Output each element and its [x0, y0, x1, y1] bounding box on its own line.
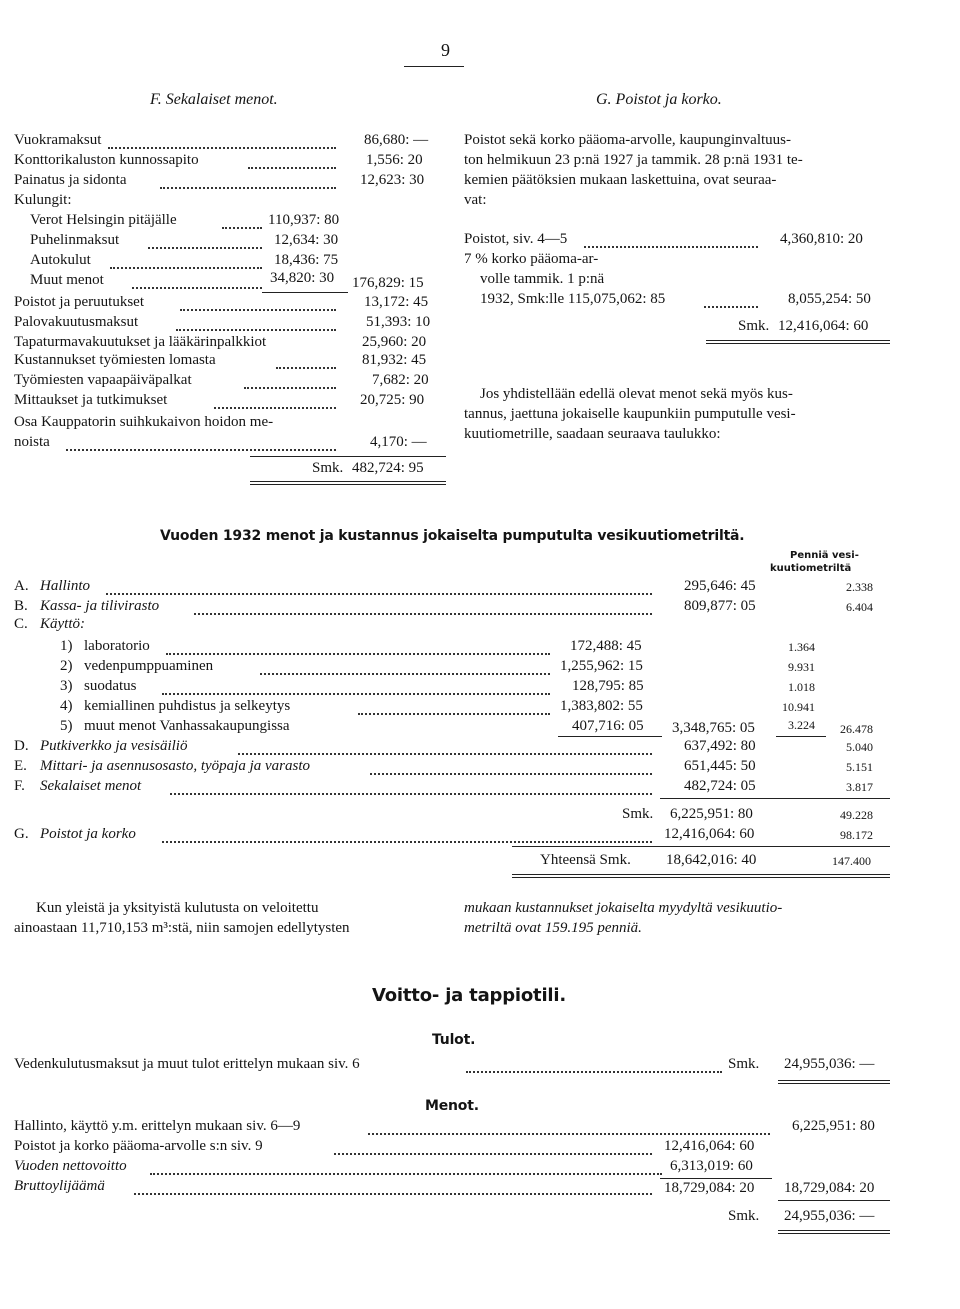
menot-total: 24,955,036: —	[784, 1208, 875, 1224]
total-label: Smk.	[312, 460, 344, 476]
leader-dots	[180, 309, 336, 311]
list-item-label: Poistot ja peruutukset	[14, 294, 144, 310]
list-item-label: Mittaukset ja tutkimukset	[14, 392, 168, 408]
leader-dots	[148, 247, 262, 249]
total-double-rule	[250, 481, 446, 485]
row-letter: F.	[14, 778, 25, 794]
subtotal-rule	[262, 292, 348, 293]
grand-total-rule	[512, 846, 890, 847]
row-letter: B.	[14, 598, 28, 614]
leader-dots	[238, 753, 652, 755]
section-g-paragraph	[464, 130, 803, 210]
list-item-label: noista	[14, 434, 50, 450]
leader-dots	[106, 593, 652, 595]
section-f-heading: F. Sekalaiset menot.	[150, 91, 278, 108]
cost-text-line-2: metriltä ovat 159.195 penniä.	[464, 920, 642, 936]
leader-dots	[66, 449, 336, 451]
row-label: Mittari- ja asennusosasto, työpaja ja varasto	[40, 758, 310, 774]
row-subpennia: 9.931	[788, 660, 815, 674]
row-subpennia: 10.941	[782, 700, 815, 714]
cost-text-line-1: mukaan kustannukset jokaiselta myydyltä vesikuutio-	[464, 900, 783, 916]
menot-row-label: Poistot ja korko pääoma-arvolle s:n siv. 9	[14, 1138, 263, 1154]
row-label: Kassa- ja tilivirasto	[40, 598, 160, 614]
g-total-label: Smk.	[738, 318, 770, 334]
menot-smk: Smk.	[728, 1208, 760, 1224]
consumption-text-line-1: Kun yleistä ja yksityistä kulutusta on veloitettu	[36, 900, 319, 916]
list-item-value: 1,556: 20	[366, 152, 423, 168]
leader-dots	[176, 329, 336, 331]
leader-dots	[132, 287, 262, 289]
leader-dots	[704, 306, 758, 308]
list-item-label: Palovakuutusmaksut	[14, 314, 139, 330]
list-item-label: Kustannukset työmiesten lomasta	[14, 352, 216, 368]
leader-dots	[162, 693, 550, 695]
menot-subtotal-rule	[660, 1178, 772, 1179]
menot-row-label: Bruttoylijäämä	[14, 1178, 105, 1194]
leader-dots	[466, 1071, 722, 1073]
list-item-value: 81,932: 45	[362, 352, 427, 368]
list-item-subvalue: 110,937: 80	[268, 212, 340, 228]
leader-dots	[214, 407, 336, 409]
list-item-value: 25,960: 20	[362, 334, 427, 350]
row-label: Putkiverkko ja vesisäiliö	[40, 738, 188, 754]
leader-dots	[370, 773, 652, 775]
smk-value: 6,225,951: 80	[670, 806, 753, 822]
row-pennia: 2.338	[846, 580, 873, 594]
row-letter: 2)	[60, 658, 73, 674]
smk-pennia: 49.228	[840, 808, 873, 822]
section-g-paragraph-2	[464, 384, 796, 444]
row-label: suodatus	[84, 678, 137, 694]
row-label: laboratorio	[84, 638, 150, 654]
tulot-heading: Tulot.	[432, 1032, 476, 1048]
list-item-value: 13,172: 45	[364, 294, 429, 310]
column-header-line-1: Penniä vesi-	[790, 550, 859, 561]
row-pennia: 3.817	[846, 780, 873, 794]
list-item-label: Verot Helsingin pitäjälle	[30, 212, 177, 228]
row-subamount: 172,488: 45	[570, 638, 642, 654]
list-item-value: 20,725: 90	[360, 392, 425, 408]
row-pennia: 5.151	[846, 760, 873, 774]
paragraph-line: vat:	[464, 192, 487, 208]
list-item-label: Tapaturmavakuutukset ja lääkärinpalkkiot	[14, 334, 267, 350]
row-amount: 295,646: 45	[684, 578, 756, 594]
list-item-label: Muut menot	[30, 272, 104, 288]
list-item-label: Autokulut	[30, 252, 91, 268]
menot-total-rule	[778, 1200, 890, 1201]
leader-dots	[368, 1133, 770, 1135]
consumption-text-line-2: ainoastaan 11,710,153 m³:stä, niin samojen edellytysten	[14, 920, 350, 936]
row-label: Poistot ja korko	[40, 826, 136, 842]
list-item-value: 12,623: 30	[360, 172, 425, 188]
f-total-rule	[660, 798, 890, 799]
row-label: Hallinto	[40, 578, 91, 594]
column-header-line-2: kuutiometriltä	[770, 563, 852, 574]
leader-dots	[584, 246, 758, 248]
grand-total-pennia: 147.400	[832, 854, 871, 868]
row-subamount: 128,795: 85	[572, 678, 644, 694]
list-item-value: 86,680: —	[364, 132, 429, 148]
smk-label: Smk.	[622, 806, 654, 822]
row-letter: D.	[14, 738, 29, 754]
paragraph-line: Poistot sekä korko pääoma-arvolle, kaupunginvaltuus-	[464, 132, 792, 148]
poistot-label: Poistot, siv. 4—5	[464, 231, 568, 247]
leader-dots	[244, 387, 336, 389]
row-subamount: 1,383,802: 55	[560, 698, 643, 714]
menot-row-col1: 18,729,084: 20	[664, 1180, 755, 1196]
section-g-heading: G. Poistot ja korko.	[596, 91, 722, 108]
row-letter: A.	[14, 578, 29, 594]
menot-row-label: Vuoden nettovoitto	[14, 1158, 127, 1174]
leader-dots	[134, 1193, 652, 1195]
list-item-label: Konttorikaluston kunnossapito	[14, 152, 199, 168]
leader-dots	[160, 187, 336, 189]
total-rule	[250, 456, 446, 457]
paragraph-line: Jos yhdistellään edellä olevat menot sekä myös kus-	[480, 386, 793, 402]
menot-row-col1: 6,313,019: 60	[670, 1158, 753, 1174]
c-pennia-rule	[776, 736, 826, 737]
list-item-subvalue: 34,820: 30	[270, 270, 335, 286]
page-number-rule	[404, 66, 464, 67]
paragraph-line: ton helmikuun 23 p:nä 1927 ja tammik. 28 p:nä 1931 te-	[464, 152, 803, 168]
tulot-value: 24,955,036: —	[784, 1056, 875, 1072]
page-number: 9	[441, 40, 450, 60]
row-amount: 637,492: 80	[684, 738, 756, 754]
g-total-double-rule	[706, 340, 890, 344]
row-amount: 482,724: 05	[684, 778, 756, 794]
row-subamount: 1,255,962: 15	[560, 658, 643, 674]
row-letter: 4)	[60, 698, 73, 714]
tulot-label: Vedenkulutusmaksut ja muut tulot erittelyn mukaan siv. 6	[14, 1056, 360, 1072]
list-item-value: 176,829: 15	[352, 275, 424, 291]
paragraph-line: kuutiometrille, saadaan seuraava taulukko:	[464, 426, 721, 442]
tulot-smk: Smk.	[728, 1056, 760, 1072]
row-label: Sekalaiset menot	[40, 778, 142, 794]
leader-dots	[260, 673, 550, 675]
menot-double-rule	[778, 1230, 890, 1234]
row-amount: 651,445: 50	[684, 758, 756, 774]
row-subpennia: 1.018	[788, 680, 815, 694]
korko-value: 8,055,254: 50	[788, 291, 871, 307]
list-item-label: Osa Kauppatorin suihkukaivon hoidon me-	[14, 414, 274, 430]
korko-line-1: 7 % korko pääoma-ar-	[464, 251, 599, 267]
korko-line-3: 1932, Smk:lle 115,075,062: 85	[480, 291, 666, 307]
list-item-value: 4,170: —	[370, 434, 427, 450]
row-pennia: 6.404	[846, 600, 873, 614]
list-item-label: Vuokramaksut	[14, 132, 102, 148]
row-label: kemiallinen puhdistus ja selkeytys	[84, 698, 291, 714]
g-total-value: 12,416,064: 60	[778, 318, 869, 334]
leader-dots	[166, 653, 550, 655]
leader-dots	[334, 1153, 652, 1155]
g-row-pennia: 98.172	[840, 828, 873, 842]
leader-dots	[162, 841, 652, 843]
paragraph-line: tannus, jaettuna jokaiselle kaupunkiin pumputulle vesi-	[464, 406, 796, 422]
list-item-subvalue: 12,634: 30	[274, 232, 339, 248]
list-item-value: 7,682: 20	[372, 372, 429, 388]
list-item-label: Painatus ja sidonta	[14, 172, 127, 188]
row-letter: E.	[14, 758, 27, 774]
poistot-value: 4,360,810: 20	[780, 231, 863, 247]
row-letter: 3)	[60, 678, 73, 694]
list-item-value: 51,393: 10	[366, 314, 431, 330]
leader-dots	[110, 267, 262, 269]
grand-total-double-rule	[512, 874, 890, 878]
menot-row-col1: 12,416,064: 60	[664, 1138, 755, 1154]
row-subamount: 407,716: 05	[572, 718, 644, 734]
row-letter: 1)	[60, 638, 73, 654]
leader-dots	[108, 147, 336, 149]
row-label: muut menot Vanhassakaupungissa	[84, 718, 290, 734]
list-item-label: Työmiesten vapaapäiväpalkat	[14, 372, 192, 388]
table-title: Vuoden 1932 menot ja kustannus jokaiselta pumputulta vesikuutiometriltä.	[160, 528, 745, 544]
list-item-label: Kulungit:	[14, 192, 72, 208]
row-amount: 809,877: 05	[684, 598, 756, 614]
menot-heading: Menot.	[425, 1098, 479, 1114]
list-item-label: Puhelinmaksut	[30, 232, 120, 248]
row-subpennia: 1.364	[788, 640, 815, 654]
leader-dots	[222, 227, 262, 229]
grand-total-value: 18,642,016: 40	[666, 852, 757, 868]
row-letter: C.	[14, 616, 28, 632]
list-item-subvalue: 18,436: 75	[274, 252, 339, 268]
row-letter: 5)	[60, 718, 73, 734]
menot-row-col2: 6,225,951: 80	[792, 1118, 875, 1134]
leader-dots	[194, 613, 652, 615]
korko-line-2: volle tammik. 1 p:nä	[480, 271, 605, 287]
row-pennia: 26.478	[840, 722, 873, 736]
c-subtotal-rule	[558, 736, 662, 737]
grand-total-label: Yhteensä Smk.	[540, 852, 631, 868]
menot-row-label: Hallinto, käyttö y.m. erittelyn mukaan siv. 6—9	[14, 1118, 301, 1134]
row-letter: G.	[14, 826, 29, 842]
row-label: vedenpumppuaminen	[84, 658, 214, 674]
profit-loss-title: Voitto- ja tappiotili.	[372, 985, 566, 1006]
leader-dots	[358, 713, 550, 715]
leader-dots	[150, 1173, 662, 1175]
menot-row-col2: 18,729,084: 20	[784, 1180, 875, 1196]
row-amount: 3,348,765: 05	[672, 720, 755, 736]
row-label: Käyttö:	[40, 616, 85, 632]
row-subpennia: 3.224	[788, 718, 815, 732]
total-value: 482,724: 95	[352, 460, 424, 476]
paragraph-line: kemien päätöksien mukaan laskettuina, ovat seuraa-	[464, 172, 777, 188]
g-row-value: 12,416,064: 60	[664, 826, 755, 842]
leader-dots	[248, 167, 336, 169]
leader-dots	[170, 793, 652, 795]
tulot-double-rule	[778, 1080, 890, 1084]
leader-dots	[276, 367, 336, 369]
row-pennia: 5.040	[846, 740, 873, 754]
